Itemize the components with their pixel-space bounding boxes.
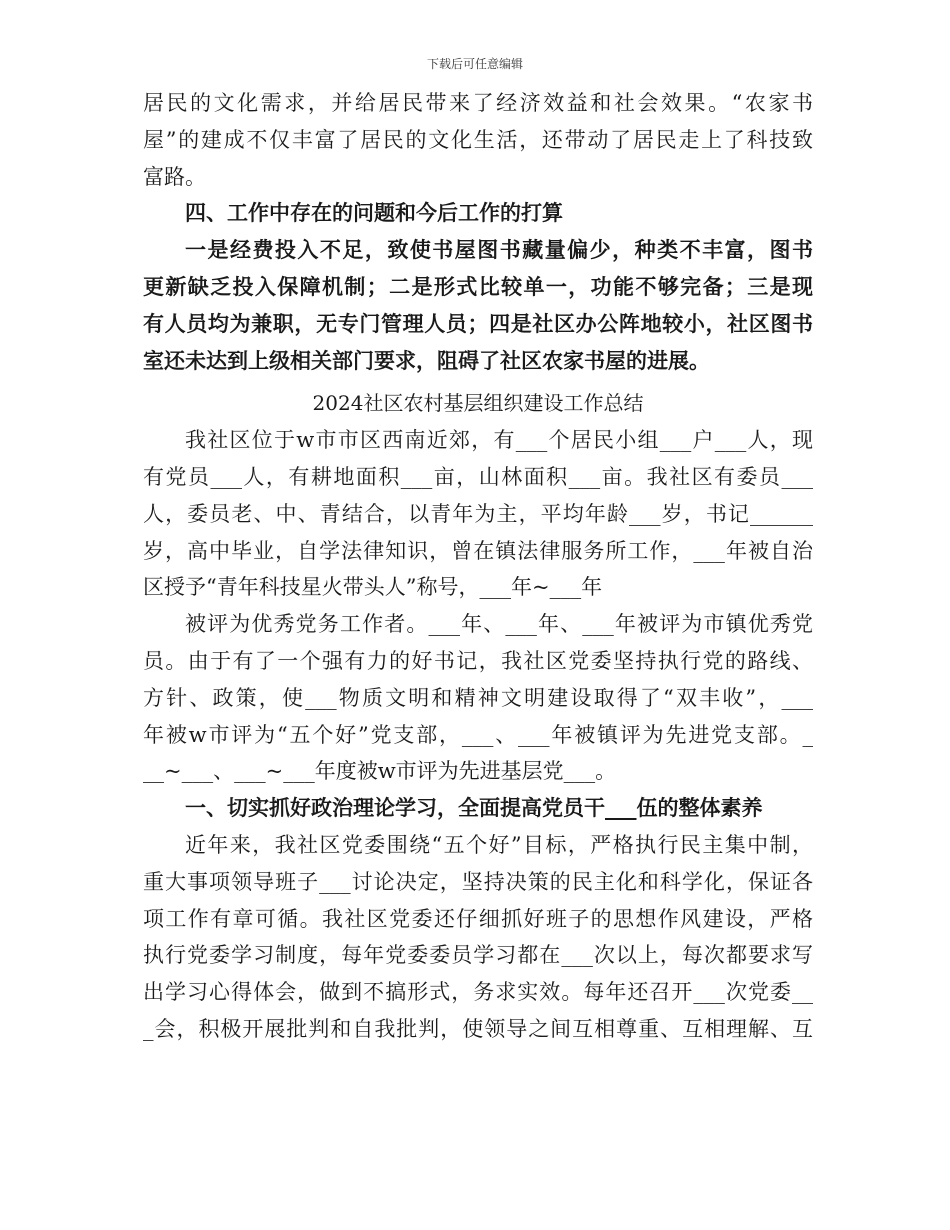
- paragraph-line: 方针、政策，使___物质文明和精神文明建设取得了“双丰收”，___: [143, 685, 813, 710]
- paragraph-line: 项工作有章可循。我社区党委还仔细抓好班子的思想作风建设，严格: [143, 906, 813, 931]
- paragraph-line: 屋”的建成不仅丰富了居民的文化生活，还带动了居民走上了科技致: [143, 127, 813, 152]
- paragraph-line: 执行党委学习制度，每年党委委员学习都在___次以上，每次都要求写: [143, 943, 813, 968]
- paragraph-line: 重大事项领导班子___讨论决定，坚持决策的民主化和科学化，保证各: [143, 869, 813, 894]
- paragraph-line: 员。由于有了一个强有力的好书记，我社区党委坚持执行党的路线、: [143, 648, 813, 673]
- paragraph-line: __~___、___~___年度被w市评为先进基层党___。: [143, 759, 617, 784]
- paragraph-line: 居民的文化需求，并给居民带来了经济效益和社会效果。“农家书: [143, 91, 813, 115]
- paragraph-line: 室还未达到上级相关部门要求，阻碍了社区农家书屋的进展。: [143, 347, 710, 373]
- paragraph-line: 出学习心得体会，做到不搞形式，务求实效。每年还召开___次党委__: [143, 980, 813, 1005]
- paragraph-line: 人，委员老、中、青结合，以青年为主，平均年龄___岁，书记______: [143, 501, 813, 526]
- section-heading: 一、切实抓好政治理论学习，全面提高党员干___伍的整体素养: [185, 795, 763, 821]
- paragraph-line: 被评为优秀党务工作者。___年、___年、___年被评为市镇优秀党: [185, 612, 813, 637]
- paragraph-line: 区授予“青年科技星火带头人”称号，___年~___年: [143, 575, 603, 600]
- paragraph-line: 一是经费投入不足，致使书屋图书藏量偏少，种类不丰富，图书: [185, 237, 813, 263]
- paragraph-line: 更新缺乏投入保障机制；二是形式比较单一，功能不够完备；三是现: [143, 273, 813, 299]
- document-body: [143, 85, 813, 1048]
- paragraph-line: 岁，高中毕业，自学法律知识，曾在镇法律服务所工作，___年被自治: [143, 538, 813, 563]
- paragraph-line: 年被w市评为“五个好”党支部，___、___年被镇评为先进党支部。_: [143, 722, 813, 747]
- paragraph-line: 有人员均为兼职，无专门管理人员；四是社区办公阵地较小，社区图书: [143, 310, 813, 336]
- paragraph-line: _会，积极开展批判和自我批判，使领导之间互相尊重、互相理解、互: [143, 1016, 813, 1041]
- page-header: 下载后可任意编辑: [426, 57, 523, 71]
- document-title: 2024社区农村基层组织建设工作总结: [312, 391, 644, 416]
- paragraph-line: 我社区位于w市市区西南近郊，有___个居民小组___户___人，现: [185, 428, 813, 453]
- paragraph-line: 富路。: [143, 164, 206, 189]
- paragraph-line: 近年来，我社区党委围绕“五个好”目标，严格执行民主集中制，: [185, 832, 813, 857]
- paragraph-line: 有党员___人，有耕地面积___亩，山林面积___亩。我社区有委员___: [143, 464, 813, 489]
- section-heading: 四、工作中存在的问题和今后工作的打算: [185, 200, 563, 226]
